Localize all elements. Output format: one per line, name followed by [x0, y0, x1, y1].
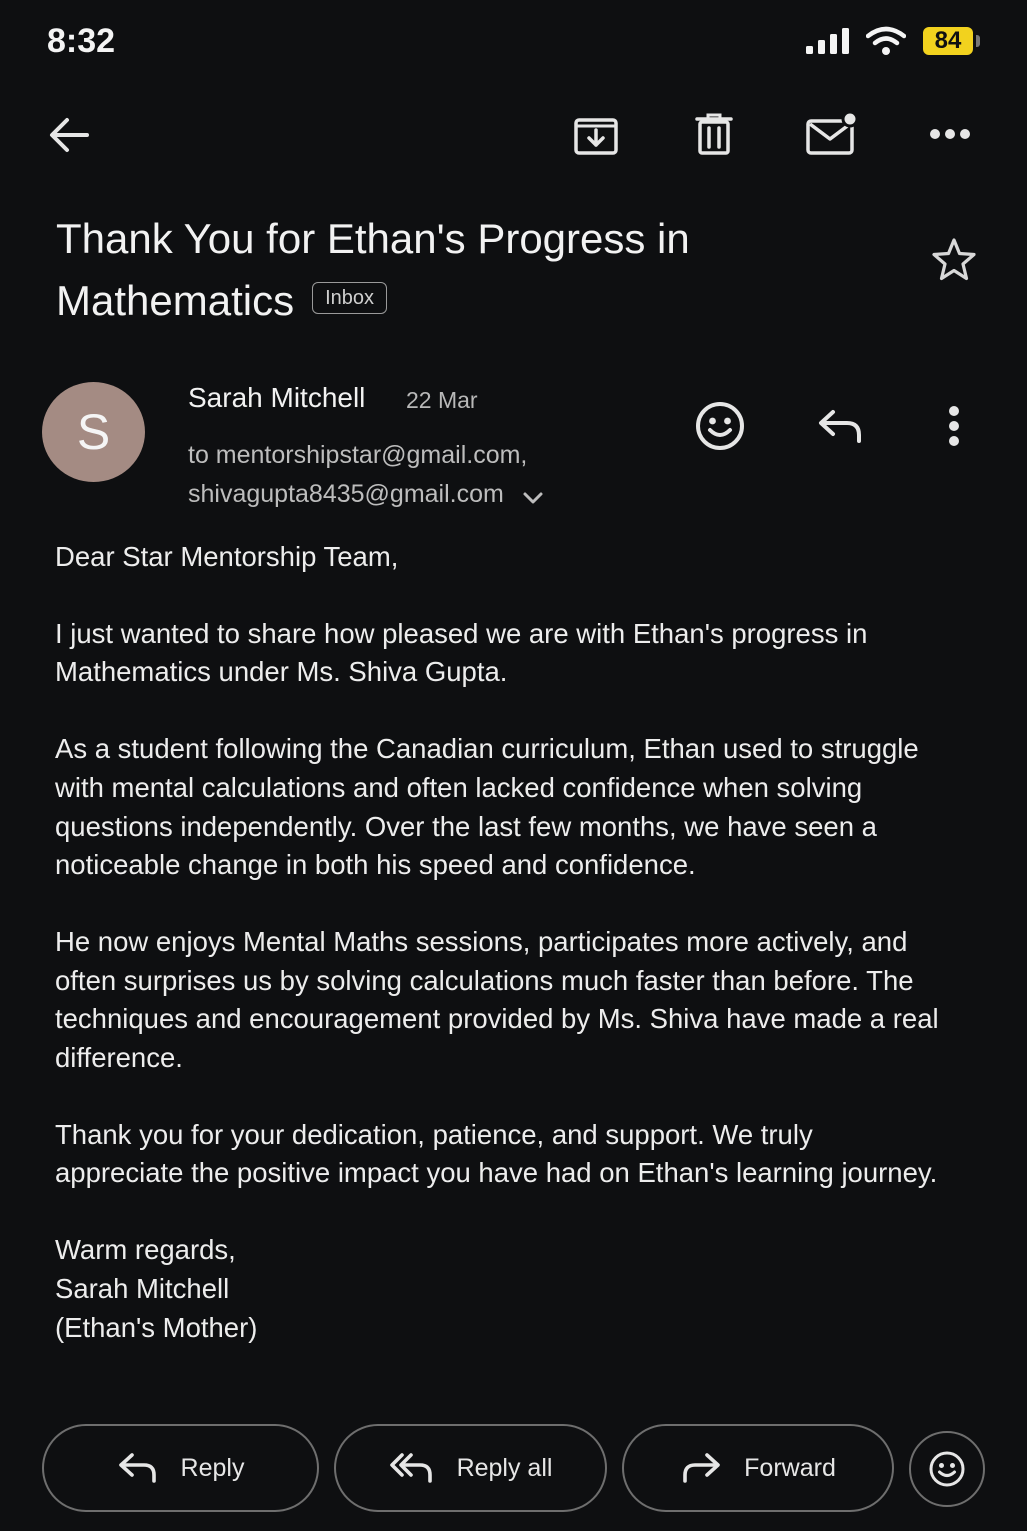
signature — [55, 1231, 945, 1347]
reply-all-button[interactable] — [334, 1424, 607, 1512]
emoji-icon[interactable] — [692, 398, 748, 454]
emoji-reaction-button[interactable] — [909, 1431, 985, 1507]
subject-text: Thank You for Ethan's Progress in Mathematics — [56, 215, 690, 324]
signal-icon — [806, 28, 852, 54]
body-paragraph-1: I just wanted to share how pleased we are with Ethan's progress in Mathematics under Ms. Shiva Gupta. — [55, 617, 868, 688]
signature-relation: (Ethan's Mother) — [55, 1311, 258, 1343]
battery-tip — [976, 35, 980, 47]
wifi-icon — [866, 26, 906, 56]
battery-indicator: 84 — [923, 27, 973, 55]
mark-unread-icon[interactable] — [802, 106, 862, 160]
forward-icon — [680, 1451, 722, 1485]
reply-all-button-label: Reply all — [456, 1453, 553, 1482]
body-greeting: Dear Star Mentorship Team, — [55, 541, 399, 572]
trash-icon[interactable] — [688, 108, 740, 160]
reply-icon[interactable] — [812, 400, 868, 452]
body-paragraph-4: Thank you for your dedication, patience, and support. We truly appreciate the positive impact you have had on Ethan's learning journey. — [55, 1118, 938, 1189]
forward-button-label: Forward — [744, 1453, 836, 1482]
emoji-icon — [928, 1450, 966, 1488]
recipients-line-1: to mentorshipstar@gmail.com, — [188, 441, 528, 469]
reply-button[interactable] — [42, 1424, 319, 1512]
recipients[interactable] — [188, 436, 544, 514]
email-subject — [56, 208, 896, 332]
sender-name: Sarah Mitchell — [188, 382, 366, 413]
signature-name: Sarah Mitchell — [55, 1272, 230, 1304]
email-date: 22 Mar — [406, 387, 478, 413]
email-body — [55, 538, 945, 1347]
signature-closing: Warm regards, — [55, 1234, 236, 1266]
body-paragraph-2: As a student following the Canadian curriculum, Ethan used to struggle with mental calculations and often lacked confidence when solving questions independently. Over the last few months, we have seen a noticeable change in both his speed and confidence. — [55, 733, 919, 881]
reply-all-icon — [389, 1451, 435, 1485]
star-icon[interactable] — [928, 234, 980, 286]
back-arrow-icon[interactable] — [44, 110, 94, 160]
recipients-line-2: shivagupta8435@gmail.com — [188, 480, 504, 508]
reply-button-label: Reply — [180, 1453, 245, 1482]
archive-icon[interactable] — [568, 108, 624, 160]
forward-button[interactable] — [622, 1424, 894, 1512]
more-vertical-icon[interactable] — [934, 400, 974, 452]
sender-avatar[interactable]: S — [42, 382, 145, 482]
reply-icon — [117, 1451, 159, 1485]
more-horizontal-icon[interactable] — [926, 118, 974, 150]
chevron-down-icon[interactable] — [522, 491, 544, 505]
status-time: 8:32 — [47, 22, 116, 60]
inbox-label-chip[interactable]: Inbox — [312, 282, 387, 314]
body-paragraph-3: He now enjoys Mental Maths sessions, participates more actively, and often surprises us by solving calculations much faster than before. The techniques and encouragement provided by Ms. Shiva have made a real difference. — [55, 925, 939, 1074]
